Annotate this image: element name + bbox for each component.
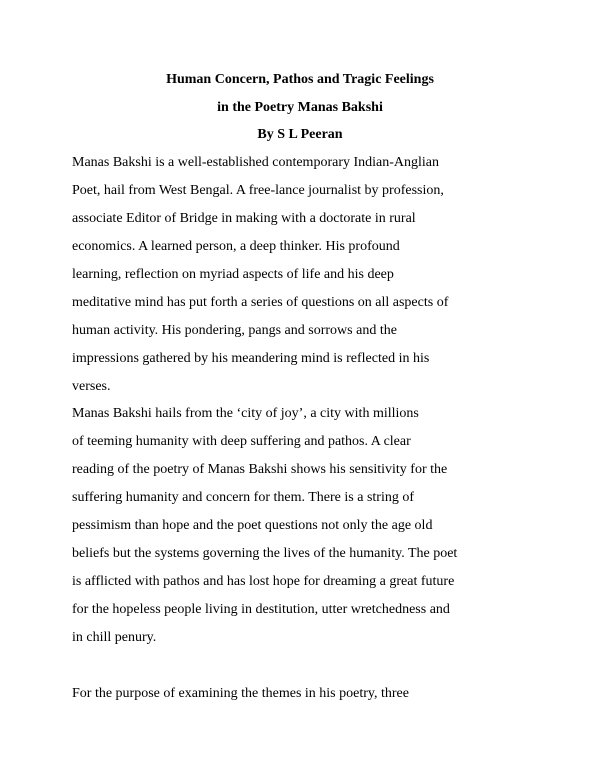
text-line: impressions gathered by his meandering mind is reflected in his <box>72 351 430 366</box>
text-line: Manas Bakshi is a well-established contemporary Indian-Anglian <box>72 155 440 170</box>
text-line: economics. A learned person, a deep thinker. His profound <box>72 239 400 254</box>
text-line: Poet, hail from West Bengal. A free-lance journalist by profession, <box>72 183 444 198</box>
text-line: reading of the poetry of Manas Bakshi shows his sensitivity for the <box>72 462 448 477</box>
text-line: associate Editor of Bridge in making with a doctorate in rural <box>72 211 416 226</box>
text-line: pessimism than hope and the poet questions not only the age old <box>72 518 433 533</box>
text-line: verses. <box>72 379 111 394</box>
title-line-1: Human Concern, Pathos and Tragic Feelings <box>166 72 434 87</box>
text-line: human activity. His pondering, pangs and sorrows and the <box>72 323 397 338</box>
byline: By S L Peeran <box>257 127 343 142</box>
text-line: in chill penury. <box>72 630 157 645</box>
text-line: meditative mind has put forth a series of questions on all aspects of <box>72 295 449 310</box>
text-line: beliefs but the systems governing the lives of the humanity. The poet <box>72 546 458 561</box>
text-line: Manas Bakshi hails from the ‘city of joy’, a city with millions <box>72 406 419 421</box>
text-line: is afflicted with pathos and has lost hope for dreaming a great future <box>72 574 455 589</box>
text-line: suffering humanity and concern for them. There is a string of <box>72 490 414 505</box>
title-line-2: in the Poetry Manas Bakshi <box>217 100 383 115</box>
text-line: for the hopeless people living in destitution, utter wretchedness and <box>72 602 450 617</box>
text-line: learning, reflection on myriad aspects of life and his deep <box>72 267 394 282</box>
text-line: For the purpose of examining the themes in his poetry, three <box>72 686 409 701</box>
text-line: of teeming humanity with deep suffering and pathos. A clear <box>72 434 411 449</box>
